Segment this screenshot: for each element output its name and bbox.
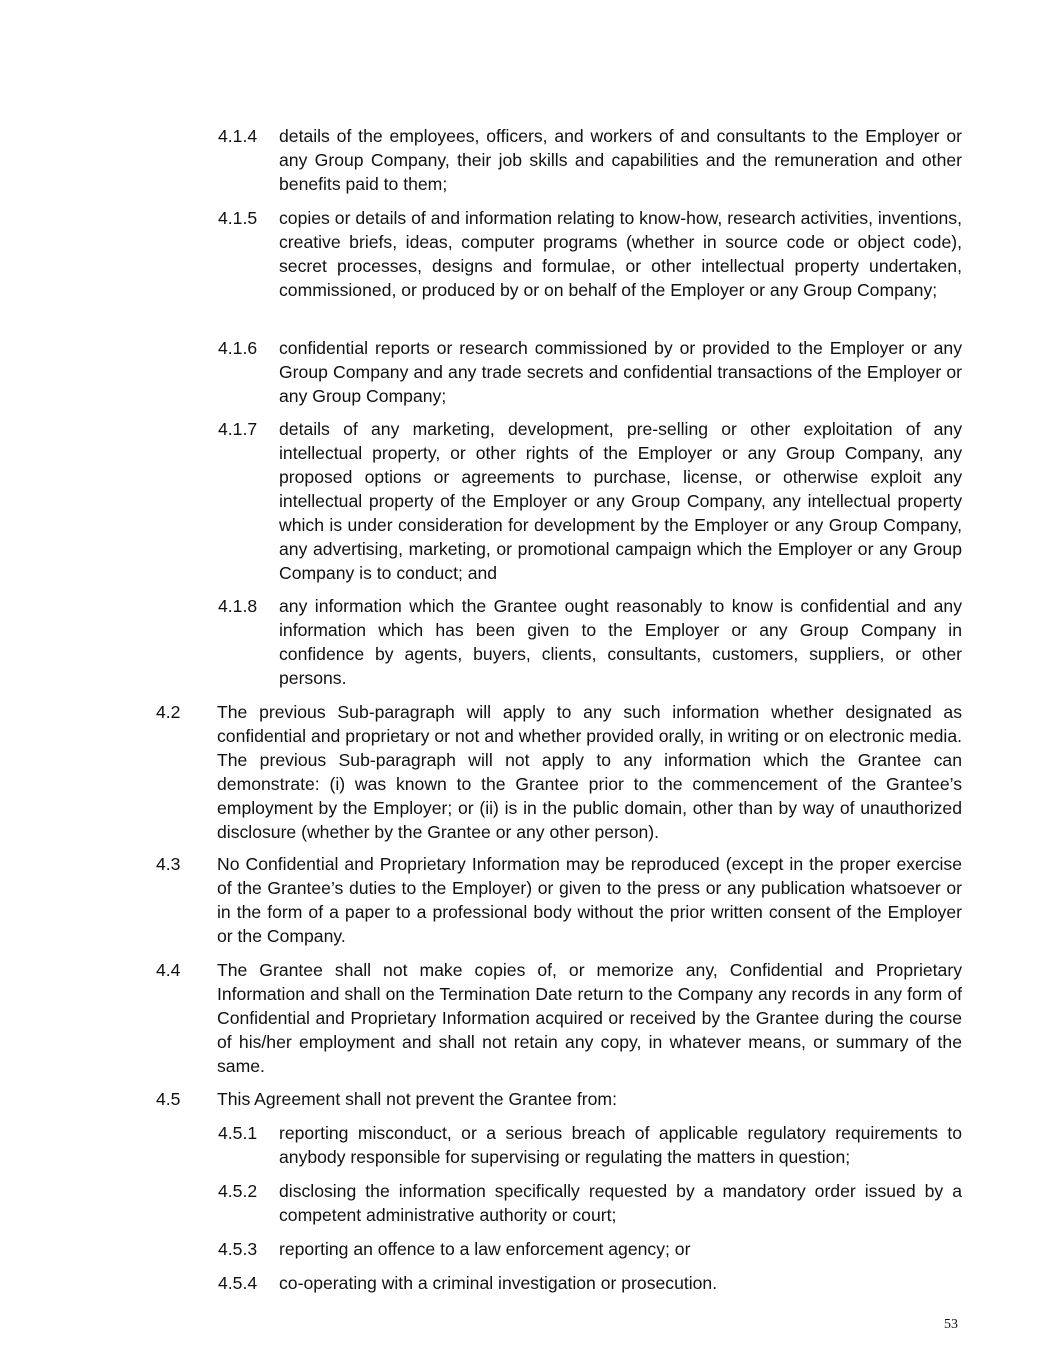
clause-number: 4.1.8 [218, 596, 258, 616]
clause-number: 4.5.3 [218, 1239, 258, 1259]
clause-4-5-1 [218, 1121, 962, 1169]
clause-text: This Agreement shall not prevent the Grantee from: [217, 1089, 617, 1109]
clause-4-1-5 [218, 206, 962, 302]
clause-number: 4.1.5 [218, 208, 258, 228]
page-number: 53 [944, 1317, 958, 1332]
clause-text: disclosing the information specifically requested by a mandatory order issued by a competent administrative authority or court; [279, 1181, 962, 1225]
clause-4-1-8 [218, 594, 962, 690]
clause-text: reporting an offence to a law enforcement agency; or [279, 1239, 691, 1259]
clause-text: co-operating with a criminal investigation or prosecution. [279, 1273, 718, 1293]
clause-4-2 [156, 700, 962, 844]
clause-number: 4.5.4 [218, 1273, 258, 1293]
clause-number: 4.2 [156, 702, 181, 722]
clause-number: 4.1.6 [218, 338, 258, 358]
clause-4-1-4 [218, 124, 962, 196]
clause-text: reporting misconduct, or a serious breach of applicable regulatory requirements to anybody responsible for supervising or regulating the matters in question; [279, 1123, 962, 1167]
clause-number: 4.5 [156, 1089, 181, 1109]
clause-number: 4.5.1 [218, 1123, 258, 1143]
clause-text: No Confidential and Proprietary Information may be reproduced (except in the proper exercise of the Grantee’s duties to the Employer) or given to the press or any publication whatsoever or in the form of a paper to a professional body without the prior written consent of the Employer or the Company. [217, 854, 962, 946]
clause-4-5-4 [218, 1271, 962, 1295]
clause-number: 4.4 [156, 960, 181, 980]
clause-4-5-3 [218, 1237, 962, 1261]
clause-text: confidential reports or research commissioned by or provided to the Employer or any Group Company and any trade secrets and confidential transactions of the Employer or any Group Company; [279, 338, 962, 406]
clause-text: details of the employees, officers, and workers of and consultants to the Employer or any Group Company, their job skills and capabilities and the remuneration and other benefits paid to them; [279, 126, 962, 194]
clause-number: 4.5.2 [218, 1181, 258, 1201]
clause-4-5-2 [218, 1179, 962, 1227]
clause-text: The Grantee shall not make copies of, or memorize any, Confidential and Proprietary Information and shall on the Termination Date return to the Company any records in any form of Confidential and Proprietary Information acquired or received by the Grantee during the course of his/her employment and shall not retain any copy, in whatever means, or summary of the same. [217, 960, 962, 1076]
clause-4-1-7 [218, 417, 962, 585]
clause-number: 4.1.7 [218, 419, 258, 439]
clause-4-3 [156, 852, 962, 948]
clause-4-4 [156, 958, 962, 1078]
clause-4-1-6 [218, 336, 962, 408]
clause-number: 4.1.4 [218, 126, 258, 146]
clause-text: copies or details of and information relating to know-how, research activities, inventions, creative briefs, ideas, computer programs (whether in source code or object code), secret processes, designs and formulae, or other intellectual property undertaken, commissioned, or produced by or on behalf of the Employer or any Group Company; [279, 208, 962, 300]
clause-number: 4.3 [156, 854, 181, 874]
clause-text: any information which the Grantee ought reasonably to know is confidential and any information which has been given to the Employer or any Group Company in confidence by agents, buyers, clients, consultants, customers, suppliers, or other persons. [279, 596, 962, 688]
clause-4-5 [156, 1087, 962, 1111]
clause-text: The previous Sub-paragraph will apply to any such information whether designated as confidential and proprietary or not and whether provided orally, in writing or on electronic media. The previous Sub-paragraph will not apply to any information which the Grantee can demonstrate: (i) was known to the Grantee prior to the commencement of the Grantee’s employment by the Employer; or (ii) is in the public domain, other than by way of unauthorized disclosure (whether by the Grantee or any other person). [217, 702, 962, 842]
clause-text: details of any marketing, development, pre-selling or other exploitation of any intellectual property, or other rights of the Employer or any Group Company, any proposed options or agreements to purchase, license, or otherwise exploit any intellectual property of the Employer or any Group Company, any intellectual property which is under consideration for development by the Employer or any Group Company, any advertising, marketing, or promotional campaign which the Employer or any Group Company is to conduct; and [279, 419, 962, 583]
